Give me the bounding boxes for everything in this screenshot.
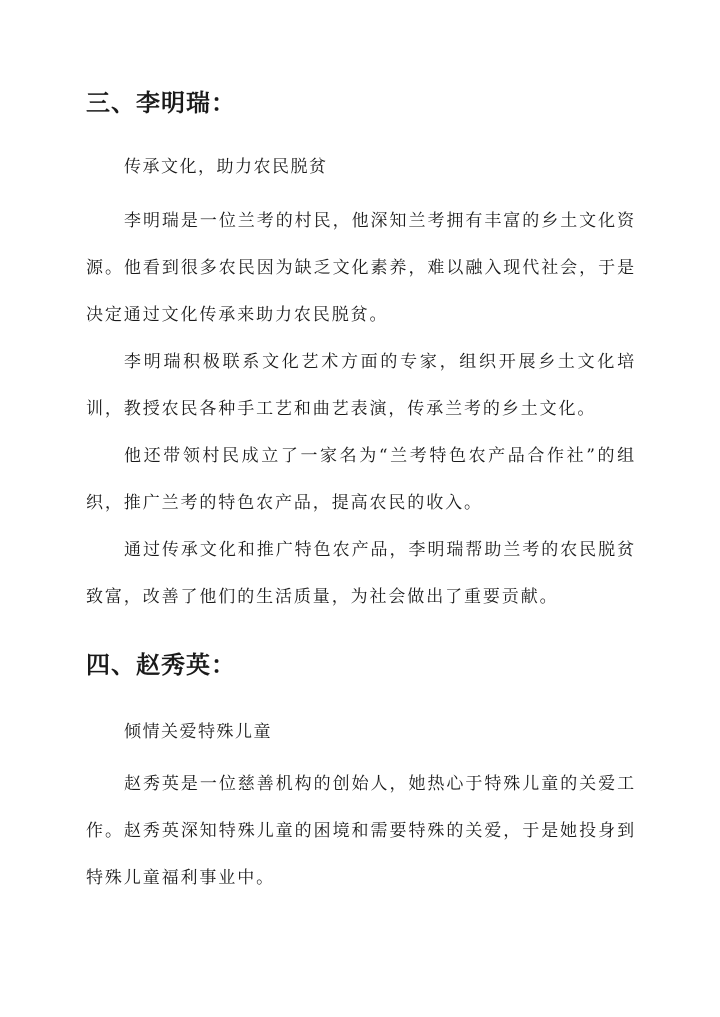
- section-heading-zhao-xiuying: 四、赵秀英：: [86, 650, 236, 679]
- section-subtitle-zhao-xiuying: 倾情关爱特殊儿童: [124, 722, 272, 742]
- paragraph-li-mingrui-intro: 李明瑞是一位兰考的村民，他深知兰考拥有丰富的乡土文化资源。他看到很多农民因为缺乏文化素养，难以融入现代社会，于是决定通过文化传承来助力农民脱贫。: [86, 211, 636, 325]
- paragraph-zhao-xiuying-intro: 赵秀英是一位慈善机构的创始人，她热心于特殊儿童的关爱工作。赵秀英深知特殊儿童的困境和需要特殊的关爱，于是她投身到特殊儿童福利事业中。: [86, 774, 636, 888]
- paragraph-li-mingrui-training: 李明瑞积极联系文化艺术方面的专家，组织开展乡土文化培训，教授农民各种手工艺和曲艺表演，传承兰考的乡土文化。: [86, 352, 636, 419]
- paragraph-li-mingrui-result: 通过传承文化和推广特色农产品，李明瑞帮助兰考的农民脱贫致富，改善了他们的生活质量，为社会做出了重要贡献。: [86, 540, 636, 607]
- section-subtitle-li-mingrui: 传承文化，助力农民脱贫: [124, 157, 328, 177]
- section-heading-li-mingrui: 三、李明瑞：: [86, 88, 236, 117]
- paragraph-li-mingrui-cooperative: 他还带领村民成立了一家名为“兰考特色农产品合作社”的组织，推广兰考的特色农产品，提高农民的收入。: [86, 446, 636, 513]
